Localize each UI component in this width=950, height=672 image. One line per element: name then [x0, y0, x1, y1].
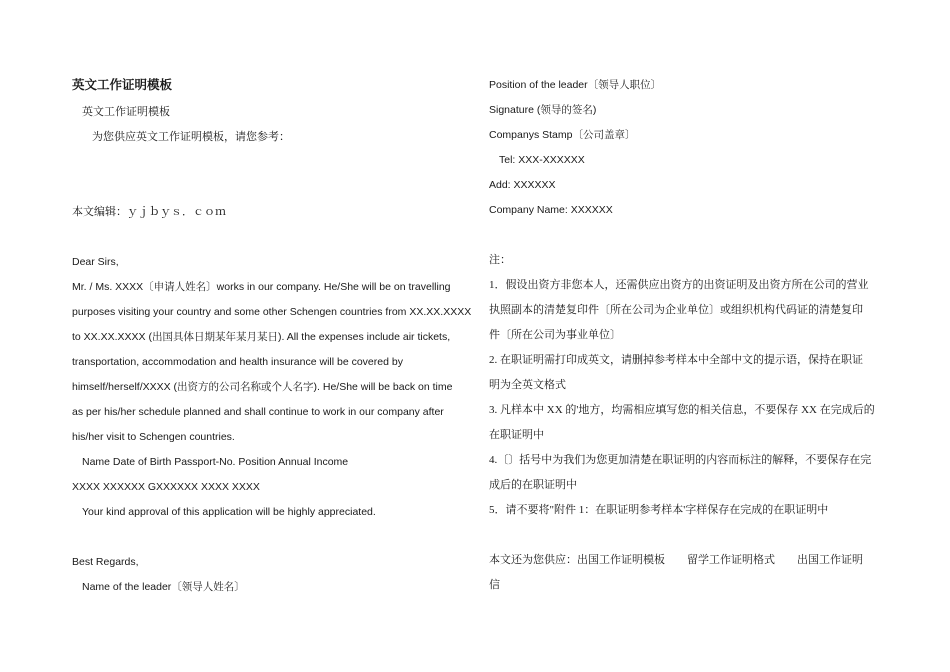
body-line: transportation, accommodation and health insurance will be covered by	[72, 356, 403, 368]
document-title: 英文工作证明模板	[72, 78, 173, 92]
note-line: 5．请不要将"附件 1：在职证明参考样本'字样保存在完成的在职证明中	[489, 504, 829, 516]
body-line: himself/herself/XXXX (出资方的公司名称或个人名字). He/She will be back on time	[72, 381, 453, 393]
related-links: 本文还为您供应：出国工作证明模板 留学工作证明格式 出国工作证明	[489, 554, 863, 566]
note-line: 2. 在职证明需打印成英文，请删掉参考样本中全部中文的提示语，保持在职证	[489, 354, 863, 366]
note-line: 明为全英文格式	[489, 379, 566, 391]
note-label: 注：	[489, 254, 511, 266]
body-line: his/her visit to Schengen countries.	[72, 431, 235, 443]
company-stamp: Companys Stamp〔公司盖章〕	[489, 129, 636, 141]
body-line: as per his/her schedule planned and shall continue to work in our company after	[72, 406, 444, 418]
editor-credit: 本文编辑：ｙｊｂｙｓ．ｃｏｍ	[72, 206, 226, 218]
salutation: Dear Sirs,	[72, 256, 119, 268]
leader-position: Position of the leader〔领导人职位〕	[489, 79, 662, 91]
tel-line: Tel: XXX-XXXXXX	[499, 154, 585, 166]
note-line: 成后的在职证明中	[489, 479, 577, 491]
approval-line: Your kind approval of this application will be highly appreciated.	[82, 506, 376, 518]
address-line: Add: XXXXXX	[489, 179, 556, 191]
body-line: purposes visiting your country and some other Schengen countries from XX.XX.XXXX	[72, 306, 472, 318]
company-name: Company Name: XXXXXX	[489, 204, 613, 216]
leader-name: Name of the leader〔领导人姓名〕	[82, 581, 245, 593]
note-line: 在职证明中	[489, 429, 544, 441]
note-line: 3. 凡样本中 XX 的'地方，均需相应填写您的相关信息，不要保存 XX 在完成后的	[489, 404, 875, 416]
note-line: 执照副本的清楚复印件〔所在公司为企业单位〕或组织机构代码证的清楚复印	[489, 304, 863, 316]
closing: Best Regards,	[72, 556, 139, 568]
subtitle: 英文工作证明模板	[82, 106, 170, 118]
note-line: 件〔所在公司为事业单位〕	[489, 329, 621, 341]
table-row: XXXX XXXXXX GXXXXXX XXXX XXXX	[72, 481, 260, 493]
related-links-tail: 信	[489, 579, 500, 591]
note-line: 4.〔〕括号中为我们为您更加清楚在职证明的内容而标注的解释，不要保存在完	[489, 454, 872, 466]
note-line: 1．假设出资方非您本人，还需供应出资方的出资证明及出资方所在公司的营业	[489, 279, 869, 291]
body-line: Mr. / Ms. XXXX〔申请人姓名〕works in our company. He/She will be on travelling	[72, 281, 451, 293]
body-line: to XX.XX.XXXX (出国具体日期某年某月某日). All the expenses include air tickets,	[72, 331, 451, 343]
signature-line: Signature (领导的签名)	[489, 104, 597, 116]
table-header: Name Date of Birth Passport-No. Position Annual Income	[82, 456, 349, 468]
intro-text: 为您供应英文工作证明模板，请您参考：	[92, 131, 290, 143]
